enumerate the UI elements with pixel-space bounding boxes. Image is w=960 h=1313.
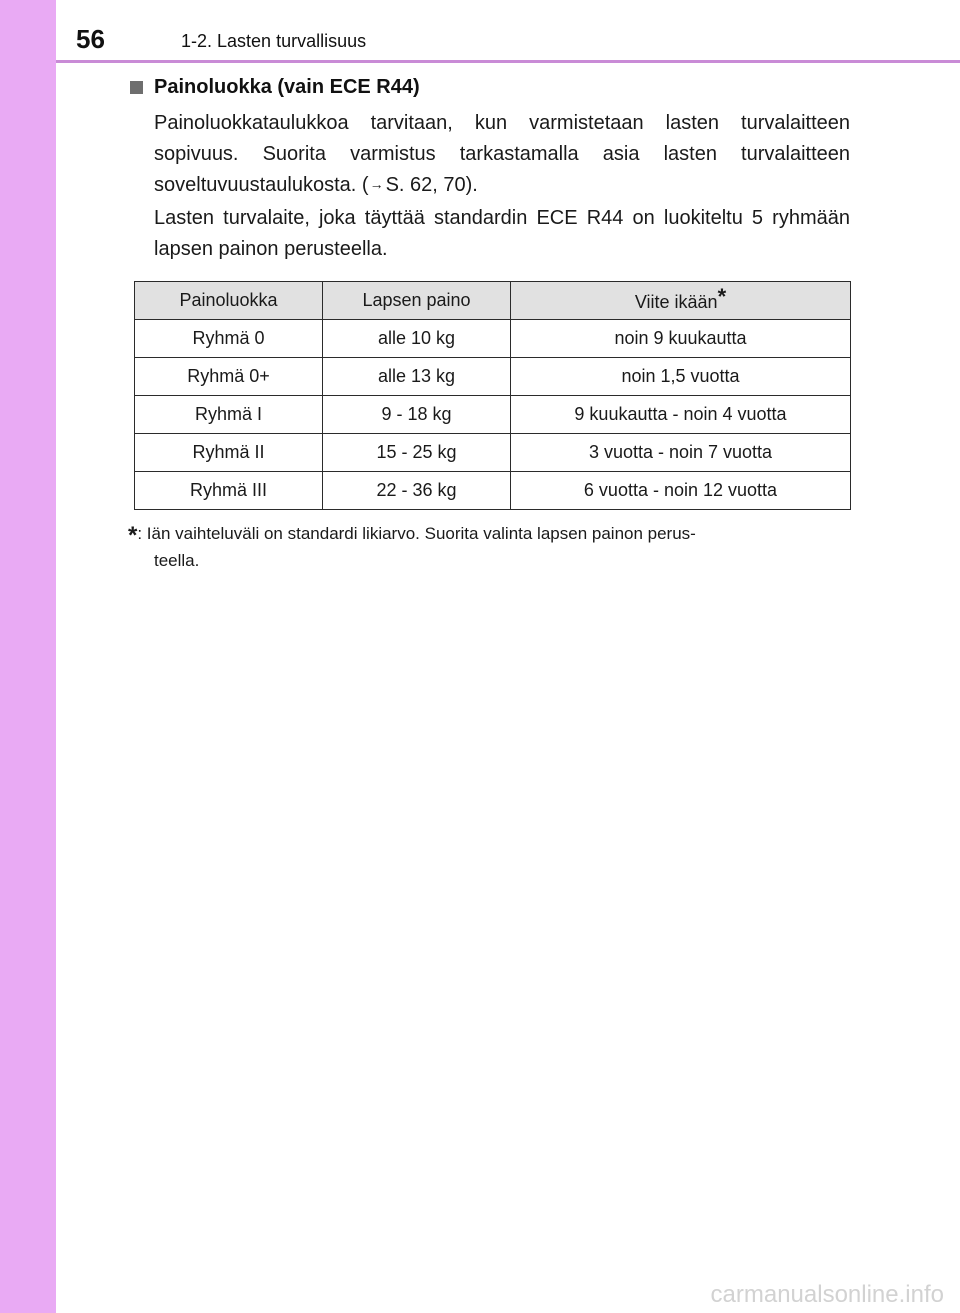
age-reference-label: Viite ikään bbox=[634, 291, 718, 312]
table-cell: alle 13 kg bbox=[323, 358, 511, 396]
table-cell: 6 vuotta - noin 12 vuotta bbox=[511, 472, 851, 510]
weight-class-table bbox=[134, 281, 851, 510]
square-bullet-icon bbox=[130, 81, 143, 94]
table-cell: 22 - 36 kg bbox=[323, 472, 511, 510]
table-cell: Ryhmä I bbox=[135, 396, 323, 434]
footnote-text: : Iän vaihteluväli on standardi likiarvo. Suorita valinta lapsen painon perus- bbox=[137, 524, 696, 543]
classification-paragraph: Lasten turvalaite, joka täyttää standardin ECE R44 on luokiteltu 5 ryhmään lapsen painon perusteella. bbox=[154, 207, 850, 260]
intro-paragraph bbox=[154, 108, 850, 202]
table-row bbox=[135, 320, 851, 358]
table-footnote bbox=[128, 520, 850, 574]
table-row bbox=[135, 396, 851, 434]
subheading bbox=[130, 76, 420, 99]
table-cell: Ryhmä 0 bbox=[135, 320, 323, 358]
table-cell: noin 9 kuukautta bbox=[511, 320, 851, 358]
section-title: 1-2. Lasten turvallisuus bbox=[181, 31, 367, 51]
subheading-text: Painoluokka (vain ECE R44) bbox=[154, 76, 420, 98]
footnote-line bbox=[128, 520, 850, 547]
page-reference-link[interactable]: S. 62, 70). bbox=[385, 174, 478, 196]
column-header-age-reference bbox=[511, 282, 851, 320]
table-cell: Ryhmä 0+ bbox=[135, 358, 323, 396]
table-cell: Ryhmä II bbox=[135, 434, 323, 472]
footnote-marker: * bbox=[717, 283, 727, 309]
table-cell: 9 - 18 kg bbox=[323, 396, 511, 434]
page-number: 56 bbox=[76, 24, 105, 54]
arrow-icon: → bbox=[369, 176, 384, 192]
column-header-weight-class: Painoluokka bbox=[135, 282, 323, 320]
footnote-star: * bbox=[128, 522, 138, 549]
footnote-continuation: teella. bbox=[154, 551, 200, 570]
watermark: carmanualsonline.info bbox=[710, 1281, 944, 1308]
table-cell: 9 kuukautta - noin 4 vuotta bbox=[511, 396, 851, 434]
table-row bbox=[135, 358, 851, 396]
side-color-band bbox=[0, 0, 56, 1313]
table-cell: alle 10 kg bbox=[323, 320, 511, 358]
table-cell: 3 vuotta - noin 7 vuotta bbox=[511, 434, 851, 472]
table-row bbox=[135, 434, 851, 472]
header-rule bbox=[56, 60, 960, 63]
table-cell: noin 1,5 vuotta bbox=[511, 358, 851, 396]
table-row bbox=[135, 472, 851, 510]
table-header-row bbox=[135, 282, 851, 320]
intro-text: Painoluokkataulukkoa tarvitaan, kun varmistetaan lasten turvalaitteen sopivuus. Suorita varmistus tarkastamalla asia lasten turvalaitteen soveltuvuustaulukosta. ( bbox=[154, 112, 850, 196]
column-header-child-weight: Lapsen paino bbox=[323, 282, 511, 320]
table-cell: Ryhmä III bbox=[135, 472, 323, 510]
table-cell: 15 - 25 kg bbox=[323, 434, 511, 472]
